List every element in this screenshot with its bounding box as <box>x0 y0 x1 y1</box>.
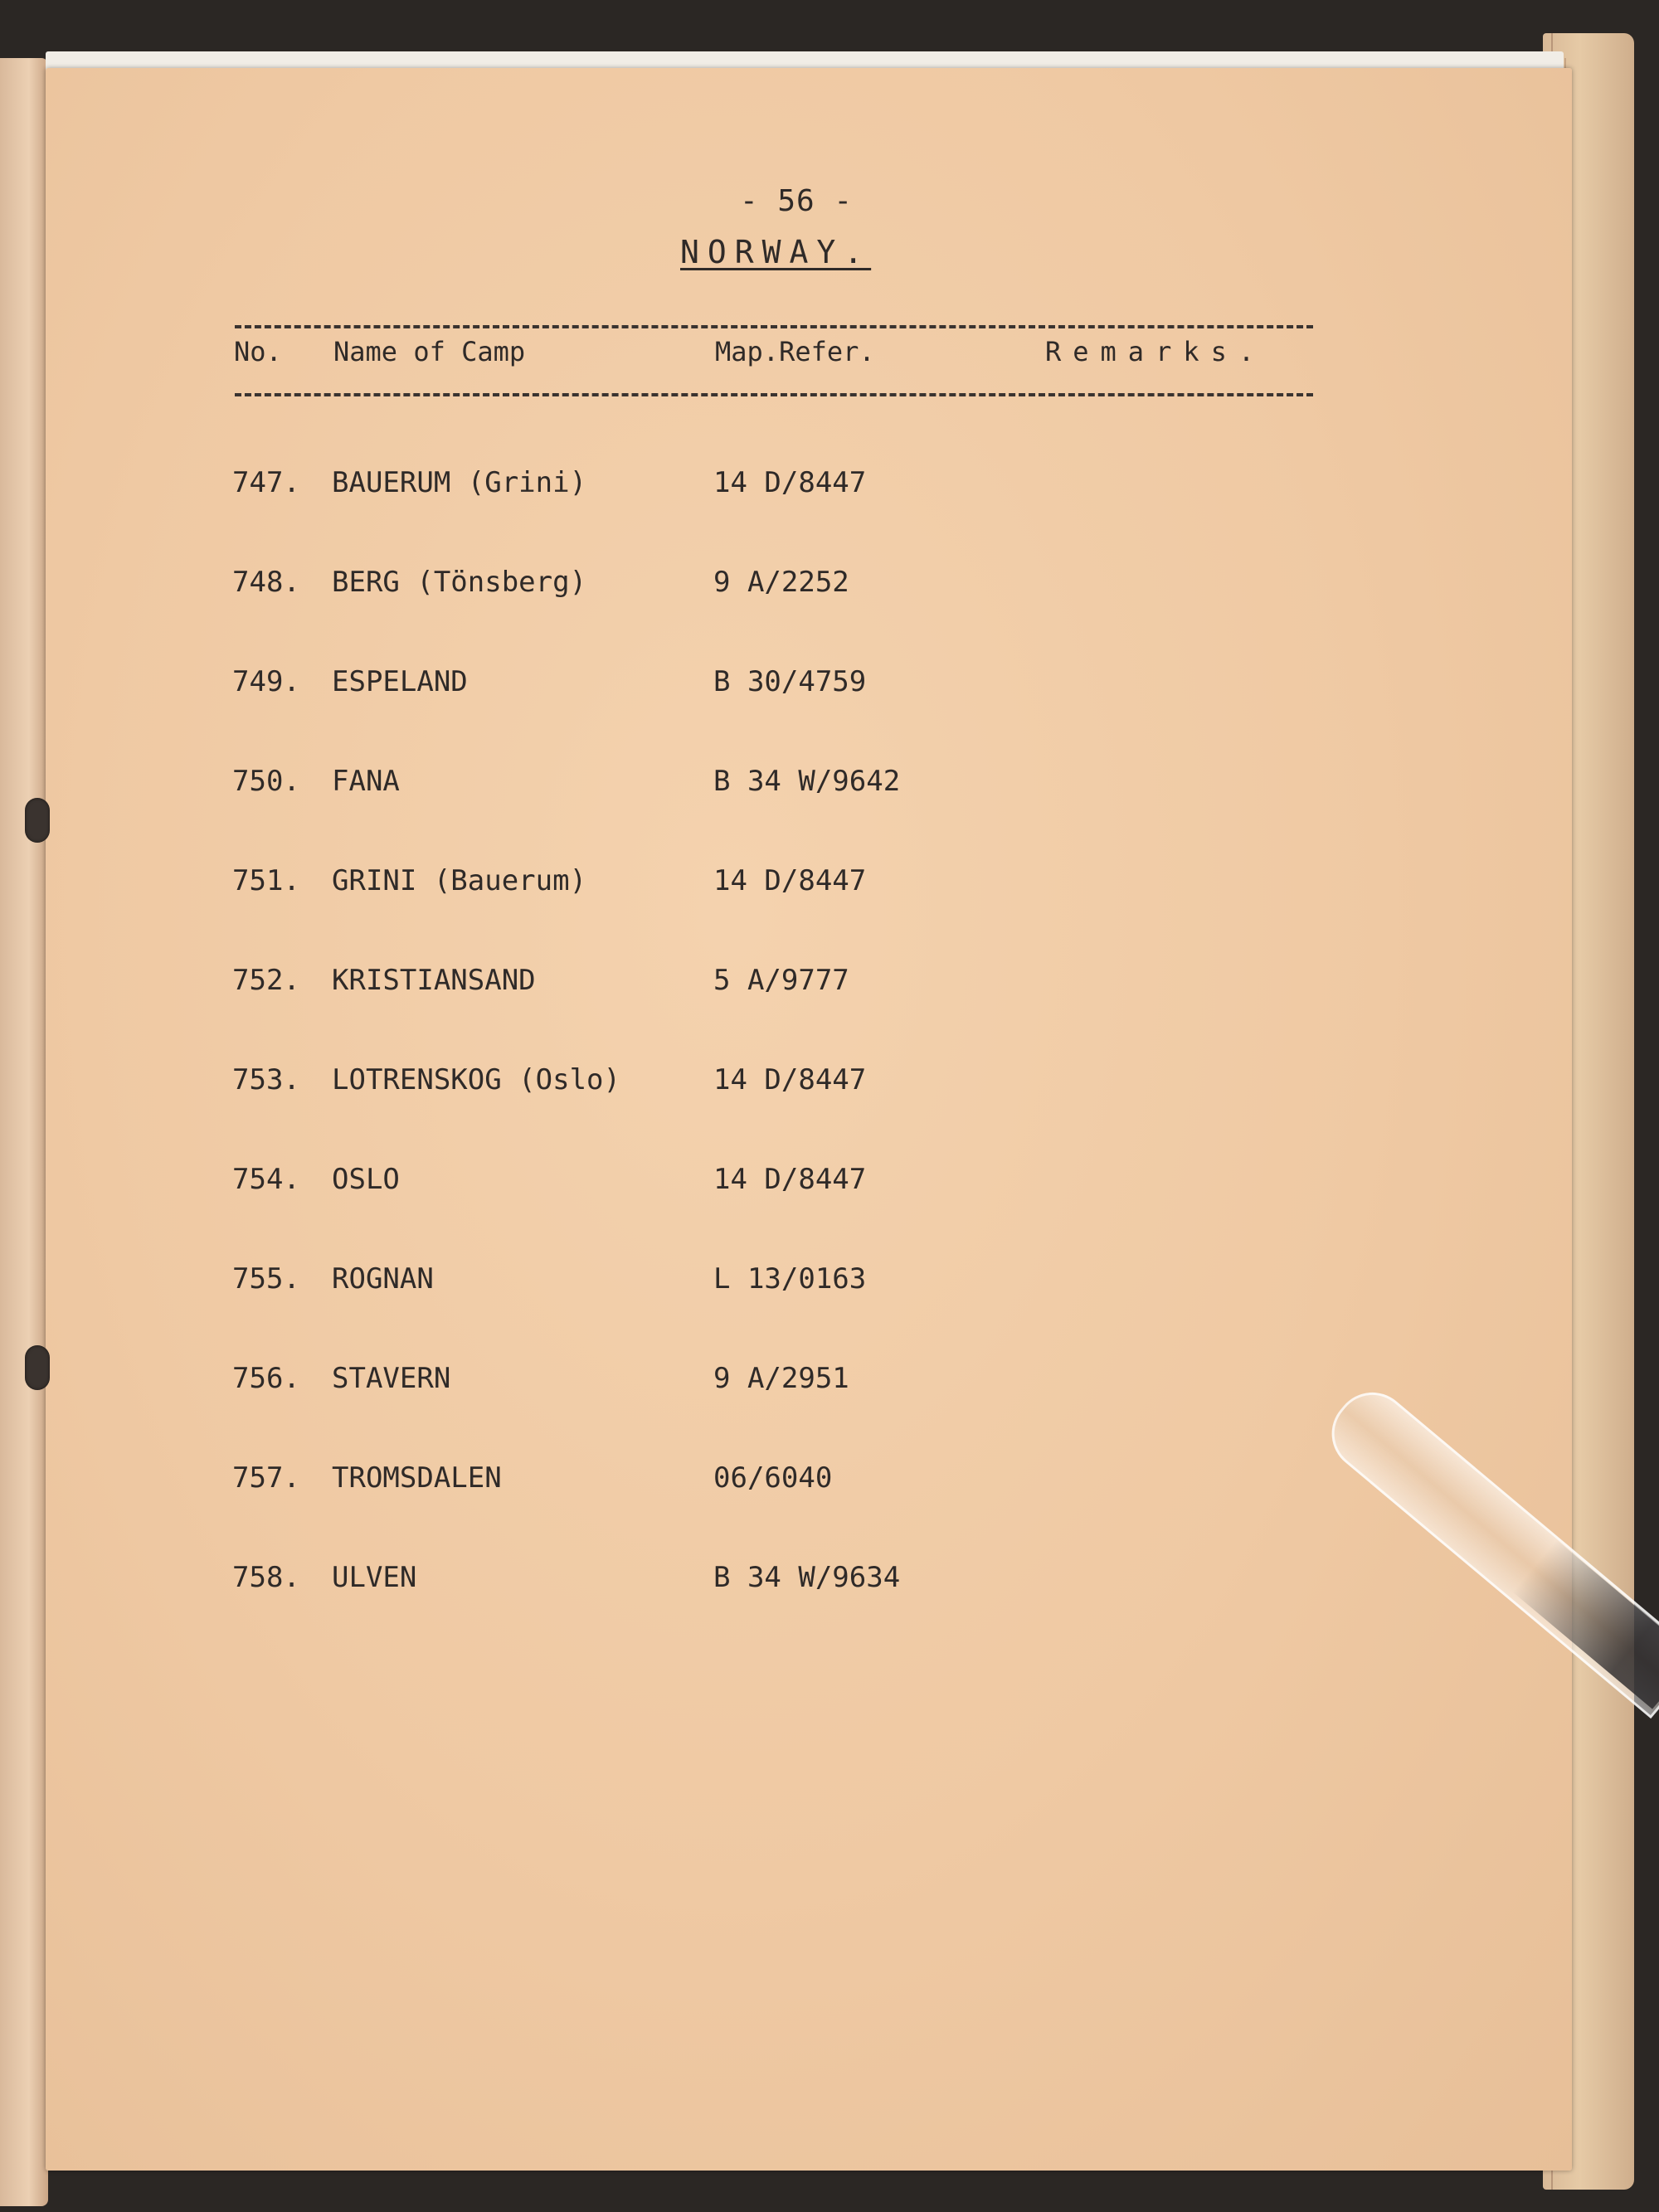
camp-name: KRISTIANSAND <box>332 964 536 997</box>
table-row <box>0 1262 1659 1304</box>
map-reference: 9 A/2951 <box>713 1362 849 1395</box>
camp-number: 751. <box>232 864 300 897</box>
map-reference: 14 D/8447 <box>713 1163 867 1196</box>
table-row <box>0 665 1659 707</box>
camp-number: 749. <box>232 665 300 698</box>
page-number: - 56 - <box>739 184 854 218</box>
map-reference: B 34 W/9634 <box>713 1561 901 1594</box>
table-row <box>0 1163 1659 1204</box>
map-reference: B 30/4759 <box>713 665 867 698</box>
camp-number: 752. <box>232 964 300 997</box>
map-reference: 14 D/8447 <box>713 864 867 897</box>
camp-name: LOTRENSKOG (Oslo) <box>332 1063 620 1096</box>
camp-number: 753. <box>232 1063 300 1096</box>
camp-number: 748. <box>232 566 300 599</box>
map-reference: B 34 W/9642 <box>713 765 901 798</box>
camp-name: FANA <box>332 765 400 798</box>
column-header-map-reference: Map.Refer. <box>715 336 875 367</box>
table-row <box>0 1561 1659 1602</box>
camp-number: 757. <box>232 1461 300 1495</box>
camp-name: BAUERUM (Grini) <box>332 466 587 499</box>
header-rule-bottom <box>235 393 1313 396</box>
column-header-name: Name of Camp <box>333 336 526 367</box>
camp-name: ESPELAND <box>332 665 468 698</box>
camp-name: STAVERN <box>332 1362 451 1395</box>
table-row <box>0 964 1659 1005</box>
camp-number: 754. <box>232 1163 300 1196</box>
header-rule-top <box>235 325 1313 328</box>
camp-number: 756. <box>232 1362 300 1395</box>
camp-name: TROMSDALEN <box>332 1461 502 1495</box>
camp-number: 750. <box>232 765 300 798</box>
map-reference: 9 A/2252 <box>713 566 849 599</box>
camp-number: 758. <box>232 1561 300 1594</box>
column-header-no: No. <box>234 336 282 367</box>
table-row <box>0 566 1659 607</box>
column-header-remarks: Remarks. <box>1045 336 1267 367</box>
camp-name: GRINI (Bauerum) <box>332 864 587 897</box>
camp-name: ULVEN <box>332 1561 417 1594</box>
map-reference: 14 D/8447 <box>713 466 867 499</box>
map-reference: 5 A/9777 <box>713 964 849 997</box>
country-title: NORWAY. <box>680 234 872 270</box>
map-reference: 06/6040 <box>713 1461 833 1495</box>
camp-number: 747. <box>232 466 300 499</box>
camp-name: BERG (Tönsberg) <box>332 566 587 599</box>
table-row <box>0 765 1659 806</box>
camp-name: OSLO <box>332 1163 400 1196</box>
camp-number: 755. <box>232 1262 300 1296</box>
table-row <box>0 1063 1659 1105</box>
table-row <box>0 864 1659 906</box>
table-row <box>0 466 1659 508</box>
map-reference: 14 D/8447 <box>713 1063 867 1096</box>
map-reference: L 13/0163 <box>713 1262 867 1296</box>
camp-name: ROGNAN <box>332 1262 434 1296</box>
